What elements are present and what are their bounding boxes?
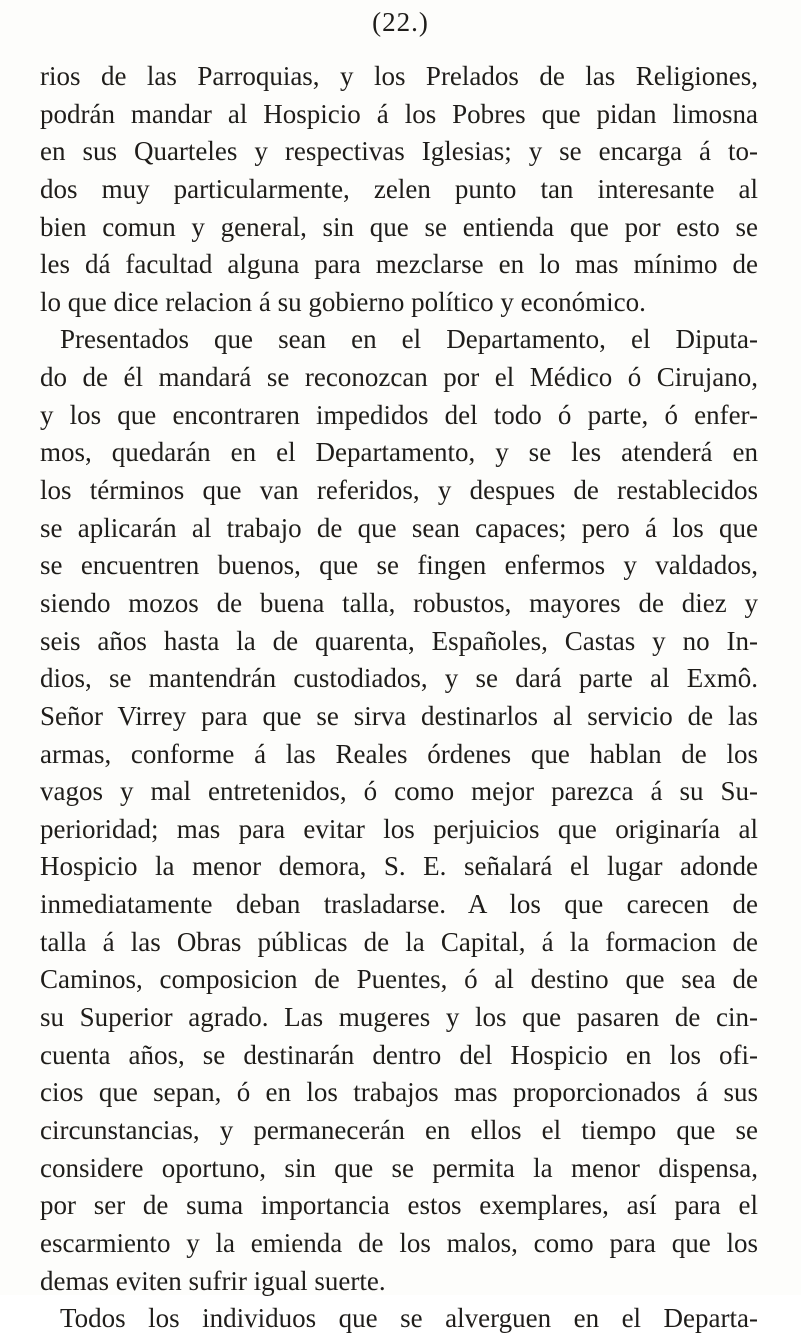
text-line: rios de las Parroquias, y los Prelados de las Religiones, xyxy=(40,61,758,91)
paragraph-start-line: Todos los individuos que se alverguen en el Departa- xyxy=(60,1303,758,1334)
text-line: les dá facultad alguna para mezclarse en lo mas mínimo de xyxy=(40,249,758,280)
text-line: circunstancias, y permanecerán en ellos el tiempo que se xyxy=(40,1114,758,1145)
text-line: cuenta años, se destinarán dentro del Hospicio en los ofi- xyxy=(40,1039,758,1070)
text-line: Hospicio la menor demora, S. E. señalará el lugar adonde xyxy=(40,851,758,882)
text-line: podrán mandar al Hospicio á los Pobres que pidan limosna xyxy=(40,98,758,129)
body-text xyxy=(40,58,758,1338)
text-line: perioridad; mas para evitar los perjuicios que originaría al xyxy=(40,813,758,844)
text-line: mos, quedarán en el Departamento, y se les atenderá en xyxy=(40,437,758,468)
text-line: talla á las Obras públicas de la Capital, á la formacion de xyxy=(40,926,758,957)
text-line: se encuentren buenos, que se fingen enfermos y valdados, xyxy=(40,550,758,581)
text-line: escarmiento y la emienda de los malos, como para que los xyxy=(40,1227,758,1258)
text-line: inmediatamente deban trasladarse. A los que carecen de xyxy=(40,889,758,920)
text-line: do de él mandará se reconozcan por el Médico ó Cirujano, xyxy=(40,362,758,393)
text-line: demas eviten sufrir igual suerte. xyxy=(40,1265,386,1296)
text-line: Caminos, composicion de Puentes, ó al destino que sea de xyxy=(40,964,758,995)
text-line: Señor Virrey para que se sirva destinarlos al servicio de las xyxy=(40,700,758,731)
text-line: en sus Quarteles y respectivas Iglesias; y se encarga á to- xyxy=(40,136,758,167)
text-line: siendo mozos de buena talla, robustos, mayores de diez y xyxy=(40,587,758,618)
text-line: cios que sepan, ó en los trabajos mas proporcionados á sus xyxy=(40,1077,758,1108)
page-number: (22.) xyxy=(372,7,429,37)
text-line: armas, conforme á las Reales órdenes que hablan de los xyxy=(40,738,758,769)
text-line: por ser de suma importancia estos exemplares, así para el xyxy=(40,1190,758,1221)
text-line: y los que encontraren impedidos del todo ó parte, ó enfer- xyxy=(40,399,758,430)
paragraph-start-line: Presentados que sean en el Departamento, el Diputa- xyxy=(60,324,758,355)
text-line: se aplicarán al trabajo de que sean capaces; pero á los que xyxy=(40,512,758,543)
text-line: los términos que van referidos, y despues de restablecidos xyxy=(40,475,758,506)
text-line: seis años hasta la de quarenta, Españoles, Castas y no In- xyxy=(40,625,758,656)
text-line: lo que dice relacion á su gobierno político y económico. xyxy=(40,286,646,317)
text-line: considere oportuno, sin que se permita la menor dispensa, xyxy=(40,1152,758,1183)
text-line: dios, se mantendrán custodiados, y se dará parte al Exmô. xyxy=(40,663,758,694)
text-line: su Superior agrado. Las mugeres y los que pasaren de cin- xyxy=(40,1002,758,1033)
text-line: vagos y mal entretenidos, ó como mejor parezca á su Su- xyxy=(40,776,758,807)
text-line: dos muy particularmente, zelen punto tan interesante al xyxy=(40,173,758,204)
text-line: bien comun y general, sin que se entienda que por esto se xyxy=(40,211,758,242)
